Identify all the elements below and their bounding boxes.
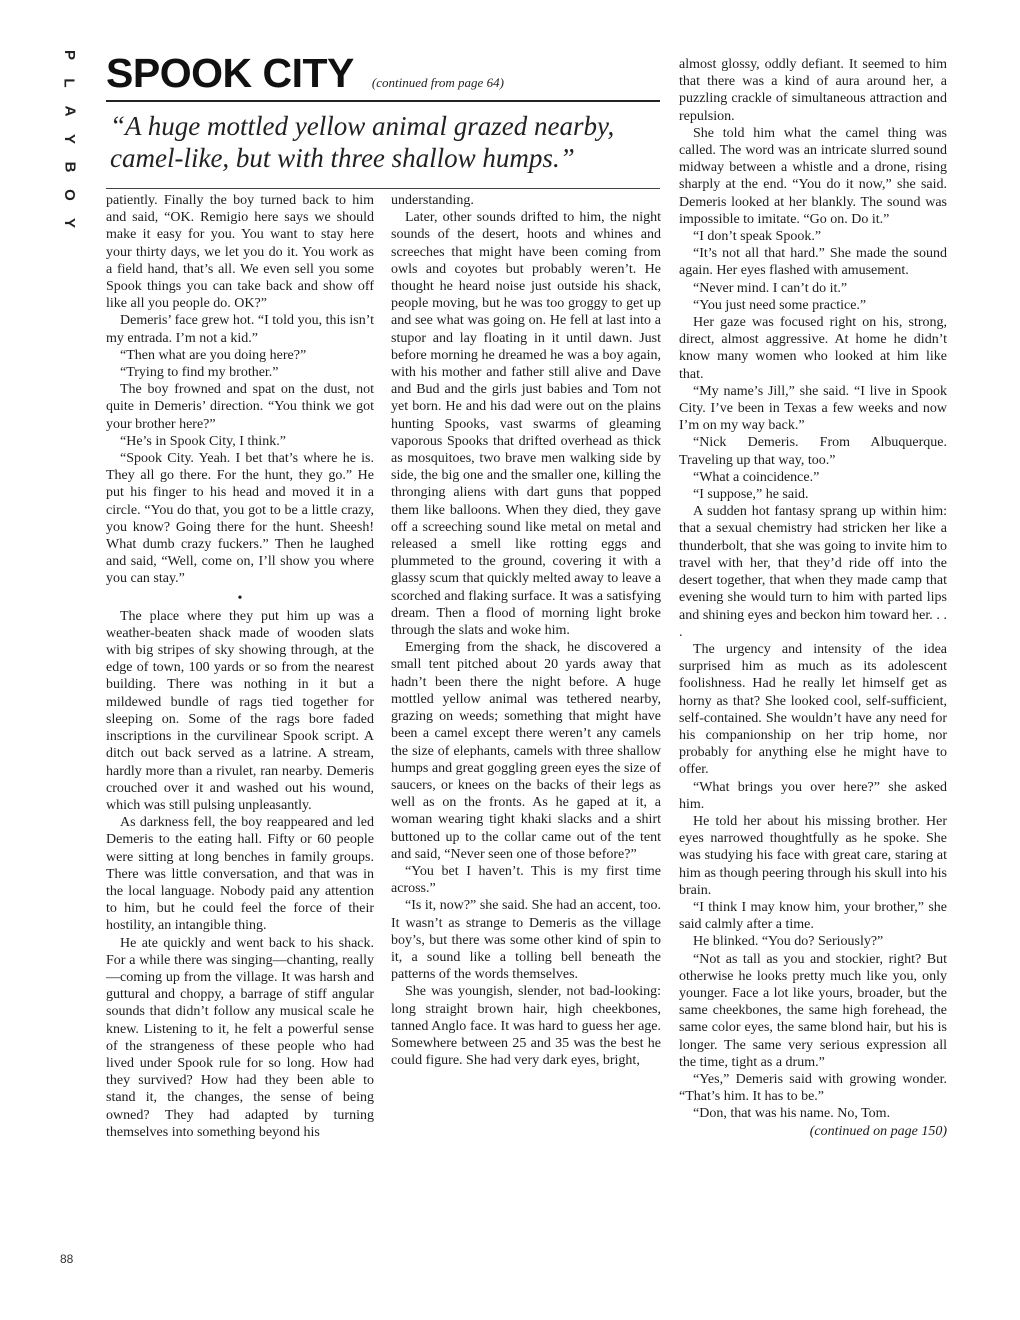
text-column-1 xyxy=(106,192,374,1141)
continued-from-note: (continued from page 64) xyxy=(371,75,504,90)
title-rule xyxy=(106,100,660,102)
body-paragraph: Emerging from the shack, he discovered a small tent pitched about 20 yards away that hadn’t been there the night before. A huge mottled yellow animal was tethered nearby, grazing on weeds; something that might have been a camel except there weren’t any camels the size of elephants, camels with three shallow humps and great goggling green eyes the size of saucers, or knees on the backs of their legs as well as on the fronts. As he gaped at it, a woman wearing tight khaki slacks and a shirt buttoned up to the collar came out of the tent and said, “Never seen one of those before?” xyxy=(391,640,661,862)
body-paragraph: “Then what are you doing here?” xyxy=(120,347,307,363)
body-paragraph: “I think I may know him, your brother,” she said calmly after a time. xyxy=(679,899,947,933)
body-paragraph: “You bet I haven’t. This is my first time across.” xyxy=(391,863,661,897)
body-paragraph: “My name’s Jill,” she said. “I live in Spook City. I’ve been in Texas a few weeks and now I’m on my way back.” xyxy=(679,383,947,434)
body-paragraph: The urgency and intensity of the idea surprised him as much as its adolescent foolishness. Had he really let himself get as horny as that? She looked cool, self-sufficient, self-contained. She wouldn’t have any need for his companionship on her trip home, nor probably for anything else he might have to offer. xyxy=(679,641,947,778)
magazine-letter: Y xyxy=(60,217,78,229)
magazine-name-vertical xyxy=(58,46,80,232)
magazine-letter: B xyxy=(61,161,78,173)
body-paragraph: “Spook City. Yeah. I bet that’s where he is. They all go there. For the hunt, they go.” He put his finger to his head and moved it in a circle. “You do that, you got to be a little crazy, you know? Going there for the hunt. Sheesh! What dumb crazy fuckers.” Then he laughed and said, “Well, come on, I’ll show you where you can stay.” xyxy=(106,451,374,587)
body-paragraph: She was youngish, slender, not bad-looking: long straight brown hair, high cheekbones, tanned Anglo face. It was hard to guess her age. Somewhere between 25 and 35 was the best he could figure. She had very dark eyes, bright, xyxy=(391,984,661,1069)
page-number: 88 xyxy=(60,1252,74,1266)
body-paragraph: As darkness fell, the boy reappeared and led Demeris to the eating hall. Fifty or 60 people were sitting at long benches in family groups. There was little conversation, and that was in the local language. Nobody paid any attention to him, but he could feel the force of their hostility, an intangible thing. xyxy=(106,815,374,934)
magazine-letter: L xyxy=(60,78,78,88)
body-paragraph: “Trying to find my brother.” xyxy=(120,365,279,381)
body-paragraph: “He’s in Spook City, I think.” xyxy=(120,433,286,449)
body-paragraph: “What brings you over here?” she asked him. xyxy=(679,779,947,812)
body-paragraph: “What a coincidence.” xyxy=(693,469,820,485)
body-paragraph: “It’s not all that hard.” She made the sound again. Her eyes flashed with amusement. xyxy=(679,246,947,279)
body-paragraph: “Never mind. I can’t do it.” xyxy=(693,280,848,296)
body-paragraph: Her gaze was focused right on his, strong, direct, almost aggressive. At home he didn’t know many women who looked at him like that. xyxy=(679,315,947,382)
body-paragraph: “Yes,” Demeris said with growing wonder. “That’s him. It has to be.” xyxy=(679,1071,947,1105)
body-paragraph: He blinked. “You do? Seriously?” xyxy=(693,934,884,950)
body-paragraph: “Nick Demeris. From Albuquerque. Traveling up that way, too.” xyxy=(679,435,947,468)
body-paragraph: “Don, that was his name. No, Tom. xyxy=(693,1106,891,1122)
body-paragraph: “I suppose,” he said. xyxy=(693,487,809,503)
story-title: SPOOK CITY xyxy=(106,50,354,96)
body-paragraph: She told him what the camel thing was called. The word was an intricate slurred sound midway between a whistle and a drone, rising sharply at the end. “You do it now,” she said. Demeris looked at her blankly. The sound was impossible to imitate. “Go on. Do it.” xyxy=(679,125,947,227)
body-paragraph: The place where they put him up was a weather-beaten shack made of wooden slats with big stripes of sky showing through, at the edge of town, 100 yards or so from the nearest building. There was nothing in it but a mildewed bundle of rags tied together for sleeping on. Some of the rags bore faded inscriptions in the curvilinear Spook script. A ditch out back served as a latrine. A stream, hardly more than a rivulet, ran nearby. Demeris crouched over it and washed out his wound, which was still pulsing unpleasantly. xyxy=(106,608,374,813)
body-paragraph: “Is it, now?” she said. She had an accent, too. It wasn’t as strange to Demeris as the village boy’s, but there was some other kind of spin to it, a sound like a tolling bell beneath the patterns of the words themselves. xyxy=(391,898,661,983)
body-paragraph: The boy frowned and spat on the dust, not quite in Demeris’ direction. “You think we got your brother here?” xyxy=(106,382,374,432)
body-paragraph: understanding. xyxy=(391,193,474,208)
body-paragraph: Demeris’ face grew hot. “I told you, this isn’t my entrada. I’m not a kid.” xyxy=(106,313,374,346)
continued-on-note: (continued on page 150) xyxy=(809,1123,947,1139)
body-paragraph: almost glossy, oddly defiant. It seemed to him that there was a kind of aura around her, a puzzling crackle of simultaneous attraction and repulsion. xyxy=(679,57,947,124)
pull-quote: “A huge mottled yellow animal grazed nearby, camel-like, but with three shallow humps.” xyxy=(110,111,615,173)
text-column-3 xyxy=(679,56,947,1140)
body-paragraph: A sudden hot fantasy sprang up within him: that a sexual chemistry had stricken her like a thunderbolt, that she was going to invite him to travel with her, that they’d ride off into the desert together, that when they made camp that evening she would turn to him with parted lips and shining eyes and beckon him toward her. . . . xyxy=(679,504,947,640)
body-paragraph: “I don’t speak Spook.” xyxy=(693,229,822,245)
text-column-2 xyxy=(391,192,661,1069)
magazine-letter: P xyxy=(60,49,78,61)
magazine-letter: O xyxy=(60,189,78,201)
magazine-letter: A xyxy=(61,105,78,117)
magazine-letter: Y xyxy=(60,133,78,145)
body-paragraph: He ate quickly and went back to his shack. For a while there was singing—chanting, really—coming up from the village. It was harsh and guttural and choppy, a barrage of stiff angular sounds that didn’t follow any musical scale he knew. Listening to it, he felt a powerful sense of the strangeness of these people who had lived under Spook rule for so long. How had they survived? How had they been able to stand it, the changes, the sense of being owned? They had adapted by turning themselves into something beyond his xyxy=(106,935,374,1140)
body-paragraph: “You just need some practice.” xyxy=(693,297,867,313)
body-paragraph: “Not as tall as you and stockier, right? But otherwise he looks pretty much like you, only younger. Face a lot like yours, broader, but the same cheekbones, the same high forehead, the same color eyes, the same blond hair, but his is longer. The same very serious expression all the time, tight as a drum.” xyxy=(679,951,947,1070)
section-divider: • xyxy=(237,590,243,606)
body-paragraph: Later, other sounds drifted to him, the night sounds of the desert, hoots and whines and screeches that might have been coming from owls and coyotes but probably weren’t. He thought he heard noise just outside his shack, people moving, but he was too groggy to get up and see what was going on. He fell at last into a stupor and lay floating in it until dawn. Just before morning he dreamed he was a boy again, with his mother and father still alive and Dave and Bud and the girls just babies and Tom not yet born. He and his dad were out on the plains hunting Spooks, vast swarms of gleaming vaporous Spooks that drifted overhead as thick as mosquitoes, two brave men walking side by side, the big one and the smaller one, killing the thronging aliens with dart guns that popped them like balloons. When they died, they gave off a screeching sound like metal on metal and released a smell like rotting eggs and plummeted to the ground, covering it with a glassy scum that quickly melted away to leave a scorched and flaking surface. It was a satisfying dream. Then a flood of morning light broke through the slats and woke him. xyxy=(391,210,661,639)
body-paragraph: patiently. Finally the boy turned back to him and said, “OK. Remigio here says we should make it easy for you. You want to stay here your thirty days, we let you do it. You work as a field hand, that’s all. We even sell you some Spook things you can take back and show off like all you people do. OK?” xyxy=(106,193,374,312)
body-paragraph: He told her about his missing brother. Her eyes narrowed thoughtfully as he spoke. She was studying his face with great care, staring at him as though peering through his skull into his brain. xyxy=(679,813,947,898)
pull-quote-rule xyxy=(106,188,660,189)
story-headline xyxy=(106,50,660,102)
